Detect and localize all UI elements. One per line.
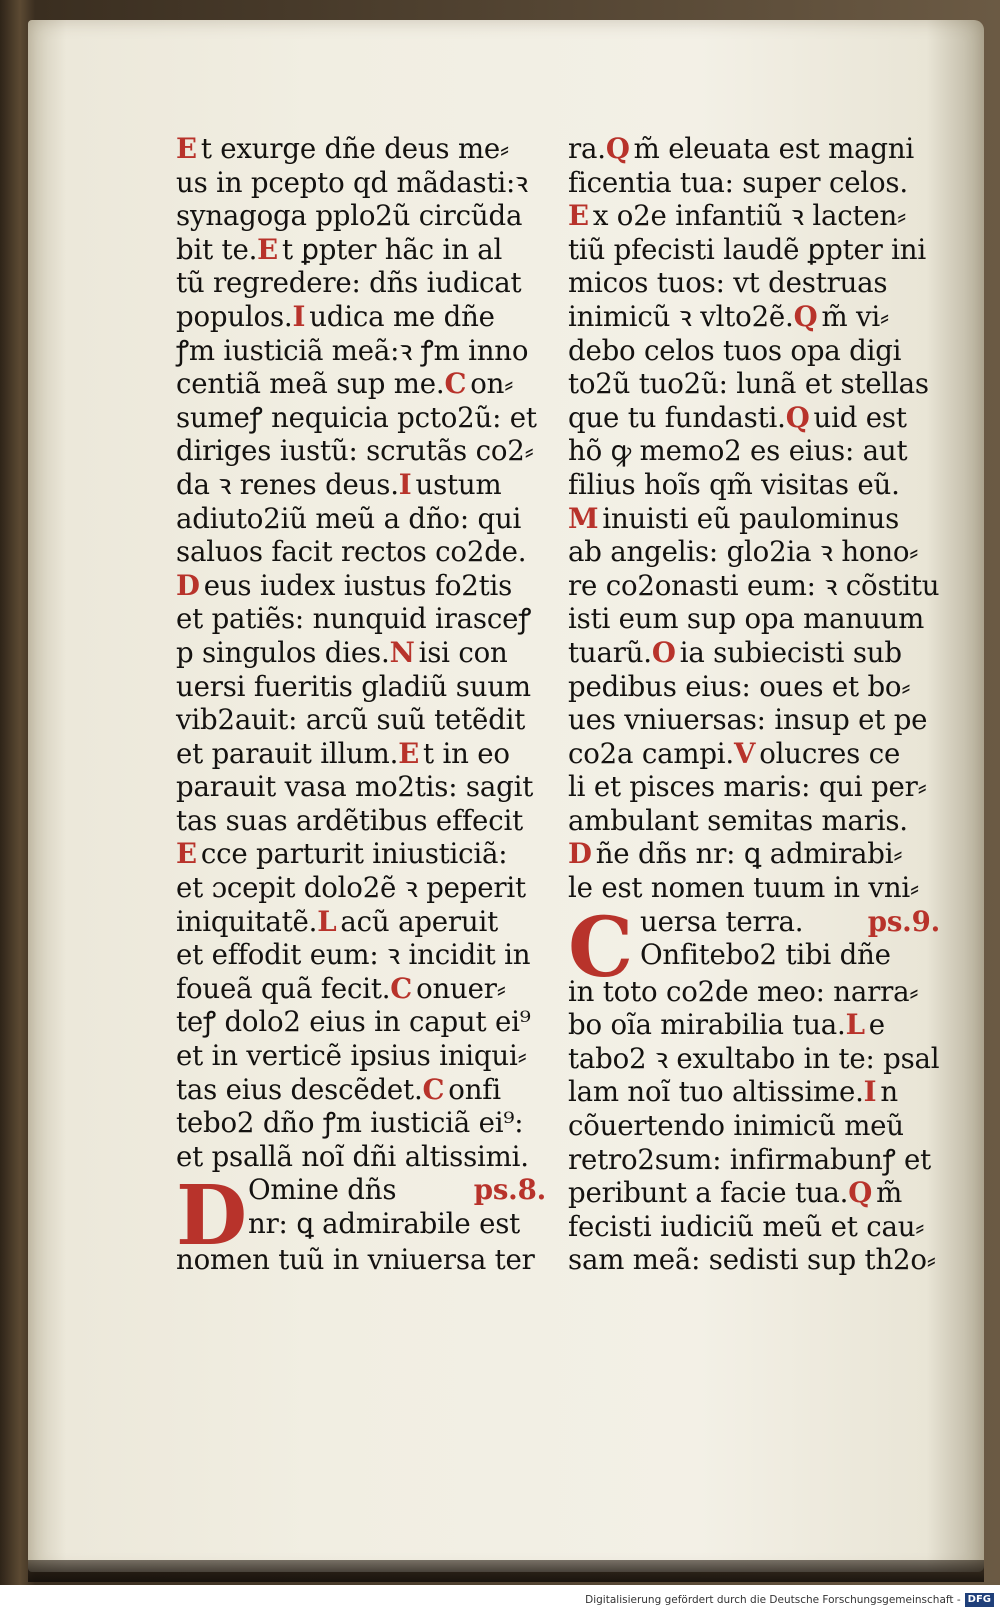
text-line [176, 199, 546, 233]
text-line [568, 703, 940, 737]
line-text: t ꝑpter hãc in al [281, 232, 503, 266]
line-text: p singulos dies. [176, 635, 390, 669]
line-text: saluos facit rectos co2de. [176, 535, 527, 569]
line-text: inimicũ ꝛ vlto2ẽ. [568, 299, 794, 333]
line-text: foueã quã fecit. [176, 971, 391, 1005]
text-line [176, 233, 546, 267]
line-text: ñe dñs nr: ꝗ admirabi⸗ [595, 837, 903, 871]
page-bottom-shadow [28, 1560, 984, 1582]
rubric-initial: C [422, 1072, 445, 1106]
line-text: on⸗ [470, 367, 514, 401]
text-line [568, 434, 940, 468]
rubric-initial: V [733, 736, 756, 770]
line-text: Omine dñs [248, 1173, 397, 1207]
text-line [568, 1075, 940, 1109]
text-line [176, 569, 546, 603]
text-line [176, 602, 546, 636]
line-text: ambulant semitas maris. [568, 803, 908, 837]
text-line [568, 367, 940, 401]
line-text: uersi fueritis gladiũ suum [176, 669, 531, 703]
line-text: retro2sum: infirmabunꝭ et [568, 1142, 932, 1176]
rubric-initial: Q [793, 299, 818, 333]
line-text: teꝭ dolo2 eius in caput ei⁹ [176, 1005, 531, 1039]
rubric-initial: D [568, 837, 592, 871]
line-text: pedibus eius: oues et bo⸗ [568, 669, 911, 703]
large-rubric-initial: D [176, 1168, 247, 1265]
right-text-column [568, 132, 940, 1277]
line-text: cõuertendo inimicũ meũ [568, 1109, 904, 1143]
line-text: us in pcepto qd mãdasti:ꝛ [176, 165, 528, 199]
rubric-initial: E [257, 232, 278, 266]
text-line [176, 938, 546, 972]
text-line [568, 266, 940, 300]
line-text: uersa terra. [640, 904, 804, 938]
text-line [176, 401, 546, 435]
rubric-initial: Q [848, 1176, 873, 1210]
text-line [176, 770, 546, 804]
line-text: nr: ꝗ admirabile est [248, 1207, 521, 1240]
text-line [176, 502, 546, 536]
rubric-initial: D [176, 568, 200, 602]
line-text: adiuto2iũ meũ a dño: qui [176, 501, 522, 535]
line-text: nomen tuũ in vniuersa ter [176, 1243, 535, 1277]
rubric-initial: M [568, 501, 599, 535]
line-text: ues vniuersas: insup et pe [568, 703, 928, 737]
text-line [568, 1210, 940, 1244]
rubric-initial: C [444, 367, 467, 401]
line-text: m̃ [876, 1176, 903, 1210]
line-text: isi con [418, 635, 508, 669]
line-text: ꝭm iusticiã meã:ꝛ ꝭm inno [176, 333, 529, 367]
line-text: acũ aperuit [340, 904, 498, 938]
line-text: tas suas ardẽtibus effecit [176, 803, 523, 837]
text-line [176, 434, 546, 468]
line-text: et parauit illum. [176, 736, 399, 770]
line-text: synagoga pplo2ũ circũda [176, 199, 523, 233]
line-text: tabo2 ꝛ exultabo in te: psal [568, 1041, 940, 1075]
rubric-initial: L [845, 1008, 865, 1042]
line-text: udica me dñe [309, 299, 495, 333]
text-line [568, 401, 940, 435]
line-text: tas eius descẽdet. [176, 1072, 423, 1106]
text-line [568, 670, 940, 704]
text-line [176, 737, 546, 771]
text-line [568, 737, 940, 771]
line-text: ra. [568, 132, 606, 165]
text-line [176, 334, 546, 368]
text-line [568, 1008, 940, 1042]
left-text-column [176, 132, 546, 1277]
psalm-line [640, 938, 940, 972]
line-text: sam meã: sedisti sup th2o⸗ [568, 1243, 936, 1277]
text-line [176, 1073, 546, 1107]
rubric-initial: N [389, 635, 415, 669]
line-text: et psallã noĩ dñi altissimi. [176, 1139, 529, 1173]
rubric-initial: E [176, 837, 197, 871]
line-text: lam noĩ tuo altissime. [568, 1075, 864, 1109]
line-text: tuarũ. [568, 635, 652, 669]
line-text: filius hoĩs qm̃ visitas eũ. [568, 467, 900, 501]
line-text: hõ ꝙ memo2 es eius: aut [568, 434, 908, 468]
line-text: sumeꝭ nequicia pcto2ũ: et [176, 400, 537, 434]
line-text: parauit vasa mo2tis: sagit [176, 770, 534, 804]
text-line [568, 502, 940, 536]
line-text: bo oĩa mirabilia tua. [568, 1008, 846, 1042]
line-text: peribunt a facie tua. [568, 1176, 849, 1210]
line-text: ab angelis: glo2ia ꝛ hono⸗ [568, 535, 919, 569]
psalm-line [248, 1173, 546, 1207]
line-text: cce parturit iniusticiã: [200, 837, 508, 871]
text-line [568, 1109, 940, 1143]
text-line [176, 1005, 546, 1039]
line-text: t in eo [423, 736, 510, 770]
psalm-line [248, 1207, 546, 1241]
line-text: e [868, 1008, 885, 1042]
text-line [568, 300, 940, 334]
text-line [568, 569, 940, 603]
digitization-footer [0, 1590, 1000, 1610]
text-line [568, 468, 940, 502]
line-text: ia subiecisti sub [679, 635, 902, 669]
line-text: ustum [415, 467, 502, 501]
line-text: iniquitatẽ. [176, 904, 318, 938]
text-line [176, 132, 546, 166]
psalm-number: ps.9. [867, 904, 940, 938]
line-text: olucres ce [759, 736, 901, 770]
text-line [568, 837, 940, 871]
line-text: eus iudex iustus fo2tis [203, 568, 513, 602]
text-line [176, 468, 546, 502]
text-line [568, 1176, 940, 1210]
line-text: tũ regredere: dñs iudicat [176, 266, 522, 300]
line-text: uid est [813, 400, 907, 434]
text-line [568, 804, 940, 838]
line-text: in toto co2de meo: narra⸗ [568, 974, 919, 1008]
line-text: tebo2 dño ꝭm iusticiã ei⁹: [176, 1106, 524, 1140]
right-column-continuation [568, 975, 940, 1277]
text-line [568, 233, 940, 267]
line-text: ficentia tua: super celos. [568, 165, 908, 199]
text-line [568, 166, 940, 200]
line-text: le est nomen tuum in vni⸗ [568, 871, 920, 905]
rubric-initial: C [390, 971, 413, 1005]
line-text: t exurge dñe deus me⸗ [200, 132, 510, 165]
text-line [568, 199, 940, 233]
line-text: et in verticẽ ipsius iniqui⸗ [176, 1039, 527, 1073]
line-text: tiũ pfecisti laudẽ ꝑpter ini [568, 232, 926, 266]
text-line [176, 703, 546, 737]
line-text: co2a campi. [568, 736, 734, 770]
text-line [176, 367, 546, 401]
rubric-initial: O [651, 635, 676, 669]
psalm-line [640, 905, 940, 939]
text-line [568, 1042, 940, 1076]
text-line [176, 166, 546, 200]
line-text: et ɔcepit dolo2ẽ ꝛ peperit [176, 871, 526, 905]
line-text: debo celos tuos opa digi [568, 333, 902, 367]
text-line [568, 132, 940, 166]
rubric-initial: I [863, 1075, 877, 1109]
text-line [176, 1106, 546, 1140]
rubric-initial: L [317, 904, 337, 938]
text-line [176, 636, 546, 670]
line-text: diriges iustũ: scrutãs co2⸗ [176, 434, 534, 468]
line-text: bit te. [176, 232, 258, 266]
rubric-initial: E [398, 736, 420, 770]
text-line [568, 535, 940, 569]
rubric-initial: I [398, 467, 412, 501]
large-rubric-initial: C [568, 899, 634, 996]
text-line [568, 770, 940, 804]
line-text: x o2e infantiũ ꝛ lacten⸗ [592, 199, 907, 233]
line-text: to2ũ tuo2ũ: lunã et stellas [568, 367, 929, 401]
line-text: onfi [448, 1072, 501, 1106]
line-text: inuisti eũ paulominus [602, 501, 900, 535]
line-text: que tu fundasti. [568, 400, 786, 434]
line-text: m̃ eleuata est magni [633, 132, 915, 165]
text-line [568, 1143, 940, 1177]
rubric-initial: Q [785, 400, 810, 434]
rubric-initial: I [292, 299, 306, 333]
line-text: Onfitebo2 tibi dñe [640, 938, 891, 972]
line-text: li et pisces maris: qui per⸗ [568, 770, 927, 804]
dfg-logo: DFG [965, 1593, 994, 1607]
text-line [568, 334, 940, 368]
text-line [568, 602, 940, 636]
line-text: et patiẽs: nunquid irasceꝭ [176, 602, 532, 636]
rubric-initial: Q [605, 132, 630, 165]
line-text: fecisti iudiciũ meũ et cau⸗ [568, 1209, 925, 1243]
line-text: vib2auit: arcũ suũ tetẽdit [176, 703, 526, 737]
line-text: isti eum sup opa manuum [568, 602, 925, 636]
text-line [176, 266, 546, 300]
line-text: m̃ vi⸗ [821, 299, 890, 333]
rubric-initial: E [568, 199, 589, 233]
line-text: n [880, 1075, 898, 1109]
line-text: populos. [176, 299, 293, 333]
line-text: micos tuos: vt destruas [568, 266, 888, 300]
rubric-initial: E [176, 132, 197, 165]
footer-credit-text: Digitalisierung gefördert durch die Deutsche Forschungsgemeinschaft - [585, 1594, 961, 1606]
line-text: re co2onasti eum: ꝛ cõstitu [568, 568, 940, 602]
text-line [176, 300, 546, 334]
line-text: et effodit eum: ꝛ incidit in [176, 938, 531, 972]
line-text: da ꝛ renes deus. [176, 467, 399, 501]
line-text: centiã meã sup me. [176, 367, 445, 401]
text-line [176, 972, 546, 1006]
text-line [176, 535, 546, 569]
text-line [176, 804, 546, 838]
text-line [176, 1039, 546, 1073]
line-text: onuer⸗ [416, 971, 506, 1005]
text-line [176, 837, 546, 871]
text-line [176, 905, 546, 939]
text-line [568, 1243, 940, 1277]
text-line [568, 636, 940, 670]
text-line [176, 871, 546, 905]
psalm-number: ps.8. [473, 1173, 546, 1207]
text-line [176, 670, 546, 704]
